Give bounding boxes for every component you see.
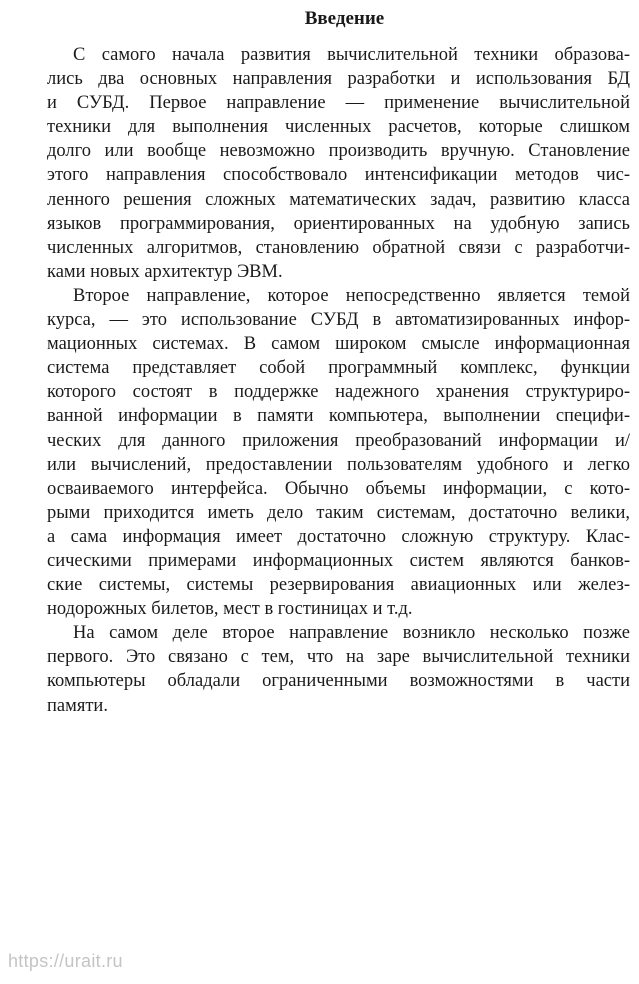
text-line: лись два основных направления разработки и использования БД: [47, 69, 630, 90]
text-line: первого. Это связано с тем, что на заре вычислительной техники: [47, 647, 630, 668]
text-line: система представляет собой программный комплекс, функции: [47, 358, 630, 379]
text-line: а сама информация имеет достаточно сложную структуру. Клас-: [47, 526, 630, 547]
text-line: техники для выполнения численных расчетов, которые слишком: [47, 117, 630, 138]
text-line: курса, — это использование СУБД в автоматизированных инфор-: [47, 310, 630, 331]
text-line: Второе направление, которое непосредственно является темой: [73, 285, 630, 306]
text-line: осваиваемого интерфейса. Обычно объемы информации, с кото-: [47, 478, 630, 499]
paragraph: [47, 43, 630, 284]
text-line: памяти.: [47, 695, 108, 716]
text-line: ками новых архитектур ЭВМ.: [47, 261, 283, 282]
text-line: компьютеры обладали ограниченными возможностями в части: [47, 671, 630, 692]
paragraph: [47, 621, 630, 717]
text-line: или вычислений, предоставлении пользователям удобного и легко: [47, 454, 630, 475]
text-line: которого состоят в поддержке надежного хранения структуриро-: [47, 382, 630, 403]
text-line: ские системы, системы резервирования авиационных или желез-: [47, 575, 630, 596]
text-line: мационных системах. В самом широком смысле информационная: [47, 334, 630, 355]
text-line: ческих для данного приложения преобразований информации и/: [47, 430, 630, 451]
text-line: На самом деле второе направление возникло несколько позже: [73, 623, 630, 644]
section-title: Введение: [304, 8, 385, 29]
text-line: и СУБД. Первое направление — применение вычислительной: [47, 93, 630, 114]
text-line: ванной информации в памяти компьютера, выполнении специфи-: [47, 406, 630, 427]
text-line: сическими примерами информационных систем являются банков-: [47, 550, 630, 571]
text-line: долго или вообще невозможно производить вручную. Становление: [47, 141, 630, 162]
text-line: численных алгоритмов, становлению обратной связи с разработчи-: [47, 237, 630, 258]
text-line: рыми приходится иметь дело таким системам, достаточно велики,: [47, 502, 630, 523]
text-line: ленного решения сложных математических задач, развитию класса: [47, 189, 630, 210]
body-text: [47, 43, 630, 718]
text-line: языков программирования, ориентированных на удобную запись: [47, 213, 630, 234]
page-content: [47, 0, 630, 718]
text-line: С самого начала развития вычислительной техники образова-: [73, 45, 630, 65]
text-line: нодорожных билетов, мест в гостиницах и т.д.: [47, 599, 413, 620]
text-line: этого направления способствовало интенсификации методов чис-: [47, 165, 630, 186]
paragraph: [47, 284, 630, 621]
site-watermark: https://urait.ru: [8, 951, 123, 971]
